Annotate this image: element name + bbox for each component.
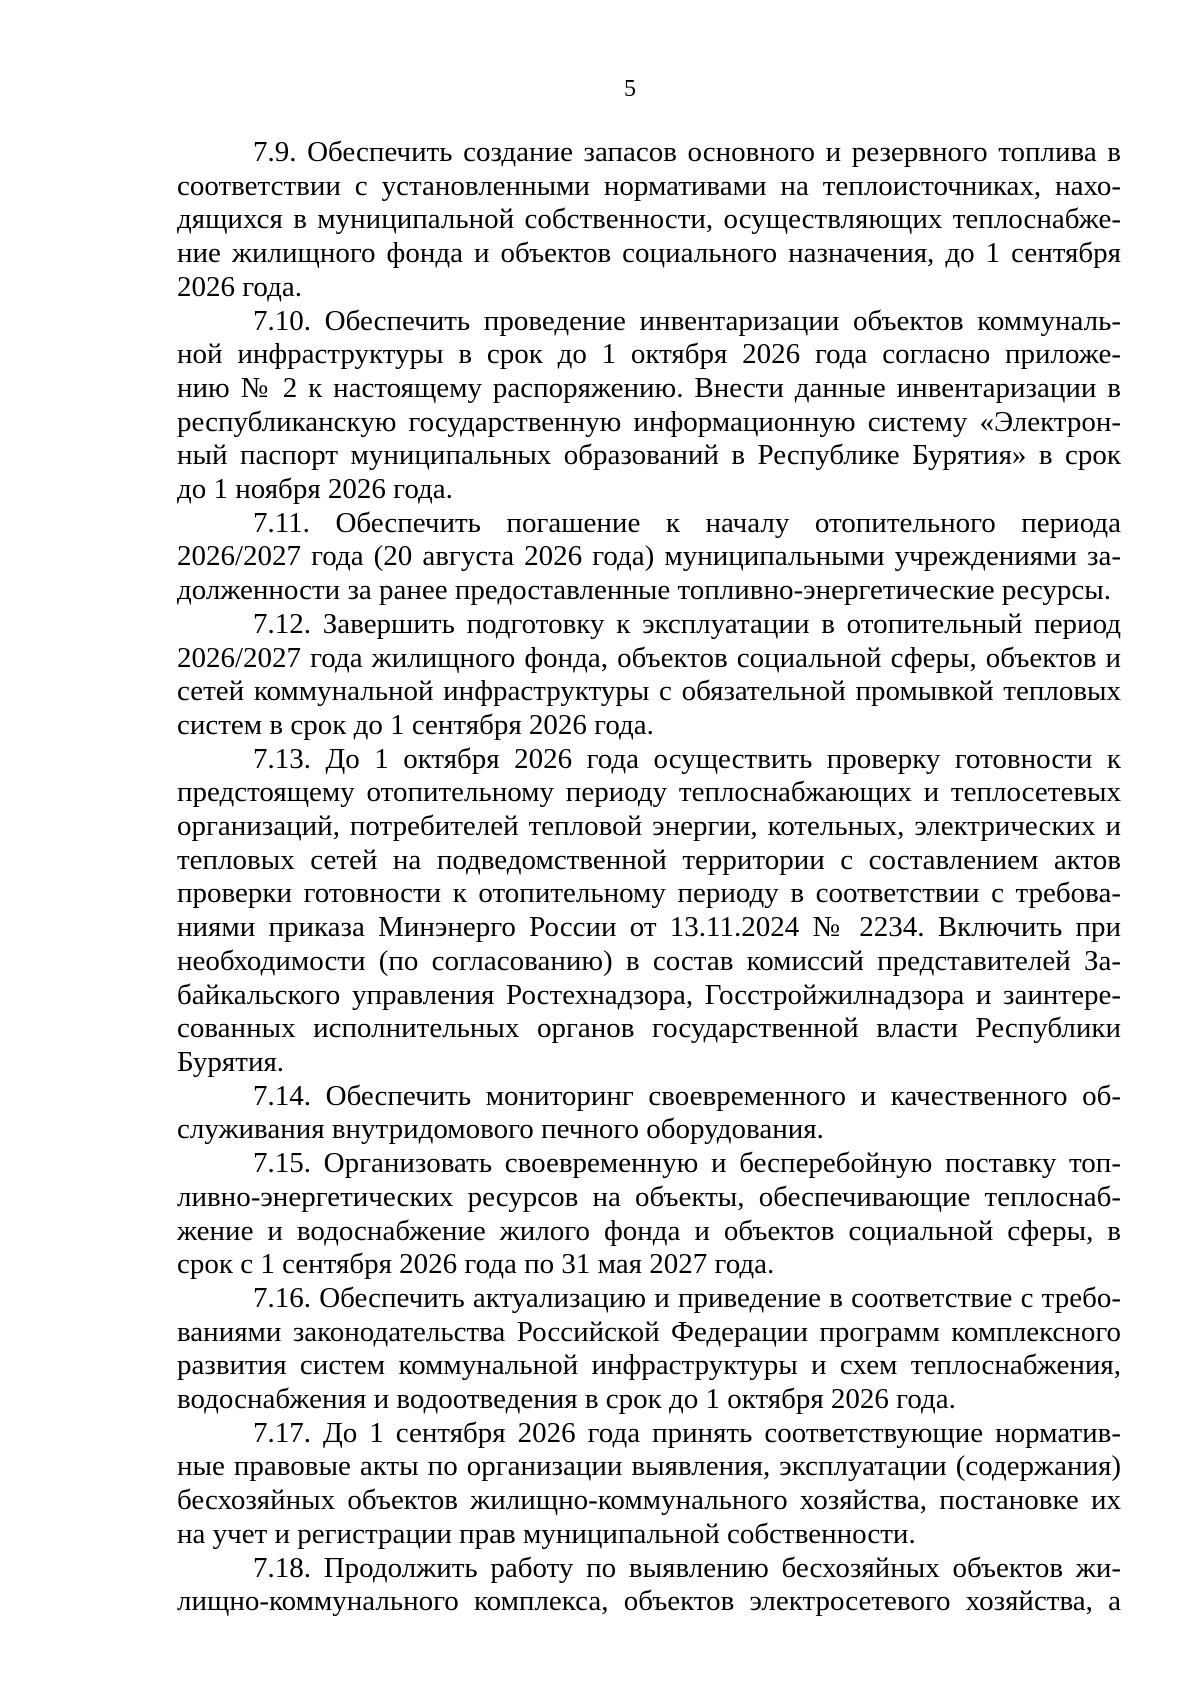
text-line: необходимости (по согласованию) в состав комиссий представителей За- bbox=[177, 944, 1121, 977]
text-line: ной инфраструктуры в срок до 1 октября 2026 года согласно приложе- bbox=[177, 338, 1121, 371]
text-line: 7.17. До 1 сентября 2026 года принять соответствующие норматив- bbox=[253, 1416, 1121, 1449]
text-line: 2026/2027 года (20 августа 2026 года) муниципальными учреждениями за- bbox=[177, 540, 1121, 573]
paragraph bbox=[177, 507, 1121, 608]
text-line: тепловых сетей на подведомственной территории с составлением актов bbox=[177, 843, 1121, 876]
text-line: дящихся в муниципальной собственности, осуществляющих теплоснабже- bbox=[177, 203, 1121, 236]
text-line: срок с 1 сентября 2026 года по 31 мая 2027 года. bbox=[177, 1248, 775, 1281]
text-line: до 1 ноября 2026 года. bbox=[177, 473, 453, 506]
text-line: предстоящему отопительному периоду теплоснабжающих и теплосетевых bbox=[177, 776, 1121, 809]
paragraph bbox=[177, 1147, 1121, 1282]
text-line: нию № 2 к настоящему распоряжению. Внести данные инвентаризации в bbox=[177, 371, 1121, 404]
paragraph bbox=[177, 1282, 1121, 1417]
paragraph bbox=[177, 1080, 1121, 1147]
page-number: 5 bbox=[624, 76, 636, 102]
text-line: 7.14. Обеспечить мониторинг своевременного и качественного об- bbox=[253, 1079, 1121, 1112]
text-line: соответствии с установленными нормативами на теплоисточниках, нахо- bbox=[177, 169, 1121, 202]
text-line: ниями приказа Минэнерго России от 13.11.2024 № 2234. Включить при bbox=[177, 911, 1121, 944]
text-line: республиканскую государственную информационную систему «Электрон- bbox=[177, 405, 1121, 438]
text-line: 7.11. Обеспечить погашение к началу отопительного периода bbox=[253, 506, 1121, 539]
text-line: сованных исполнительных органов государственной власти Республики bbox=[177, 1012, 1121, 1045]
text-line: 7.15. Организовать своевременную и бесперебойную поставку топ- bbox=[253, 1147, 1121, 1180]
text-line: 2026 года. bbox=[177, 270, 302, 303]
text-line: байкальского управления Ростехнадзора, Госстройжилнадзора и заинтере- bbox=[177, 978, 1121, 1011]
paragraph bbox=[177, 305, 1121, 507]
paragraph bbox=[177, 1417, 1121, 1552]
paragraph bbox=[177, 743, 1121, 1080]
text-line: 7.12. Завершить подготовку к эксплуатации в отопительный период bbox=[253, 607, 1121, 640]
paragraph bbox=[177, 136, 1121, 305]
text-line: 7.16. Обеспечить актуализацию и приведение в соответствие с требо- bbox=[253, 1281, 1121, 1314]
text-line: проверки готовности к отопительному периоду в соответствии с требова- bbox=[177, 877, 1121, 910]
text-line: на учет и регистрации прав муниципальной собственности. bbox=[177, 1517, 916, 1550]
text-line: долженности за ранее предоставленные топливно-энергетические ресурсы. bbox=[177, 574, 1112, 607]
text-line: 7.10. Обеспечить проведение инвентаризации объектов коммуналь- bbox=[253, 304, 1121, 337]
text-line: ный паспорт муниципальных образований в Республике Бурятия» в срок bbox=[177, 439, 1121, 472]
text-line: 7.9. Обеспечить создание запасов основного и резервного топлива в bbox=[253, 136, 1121, 168]
paragraph bbox=[177, 608, 1121, 743]
text-line: 7.18. Продолжить работу по выявлению бесхозяйных объектов жи- bbox=[253, 1551, 1121, 1584]
text-line: 2026/2027 года жилищного фонда, объектов социальной сферы, объектов и bbox=[177, 641, 1121, 674]
text-line: систем в срок до 1 сентября 2026 года. bbox=[177, 708, 654, 741]
text-line: организаций, потребителей тепловой энергии, котельных, электрических и bbox=[177, 810, 1121, 843]
text-line: ние жилищного фонда и объектов социального назначения, до 1 сентября bbox=[177, 237, 1121, 270]
text-line: бесхозяйных объектов жилищно-коммунального хозяйства, постановке их bbox=[177, 1484, 1121, 1517]
paragraph bbox=[177, 1552, 1121, 1619]
text-line: 7.13. До 1 октября 2026 года осуществить проверку готовности к bbox=[253, 742, 1121, 775]
text-line: служивания внутридомового печного оборудования. bbox=[177, 1113, 824, 1146]
text-line: жение и водоснабжение жилого фонда и объектов социальной сферы, в bbox=[177, 1214, 1121, 1247]
document-body bbox=[177, 136, 1121, 1619]
text-line: водоснабжения и водоотведения в срок до 1 октября 2026 года. bbox=[177, 1383, 956, 1416]
text-line: лищно-коммунального комплекса, объектов электросетевого хозяйства, а bbox=[177, 1585, 1121, 1618]
text-line: ваниями законодательства Российской Федерации программ комплексного bbox=[177, 1315, 1121, 1348]
text-line: ливно-энергетических ресурсов на объекты, обеспечивающие теплоснаб- bbox=[177, 1180, 1121, 1213]
text-line: ные правовые акты по организации выявления, эксплуатации (содержания) bbox=[177, 1450, 1121, 1483]
text-line: Бурятия. bbox=[177, 1045, 285, 1078]
text-line: развития систем коммунальной инфраструктуры и схем теплоснабжения, bbox=[177, 1349, 1121, 1382]
text-line: сетей коммунальной инфраструктуры с обязательной промывкой тепловых bbox=[177, 675, 1121, 708]
